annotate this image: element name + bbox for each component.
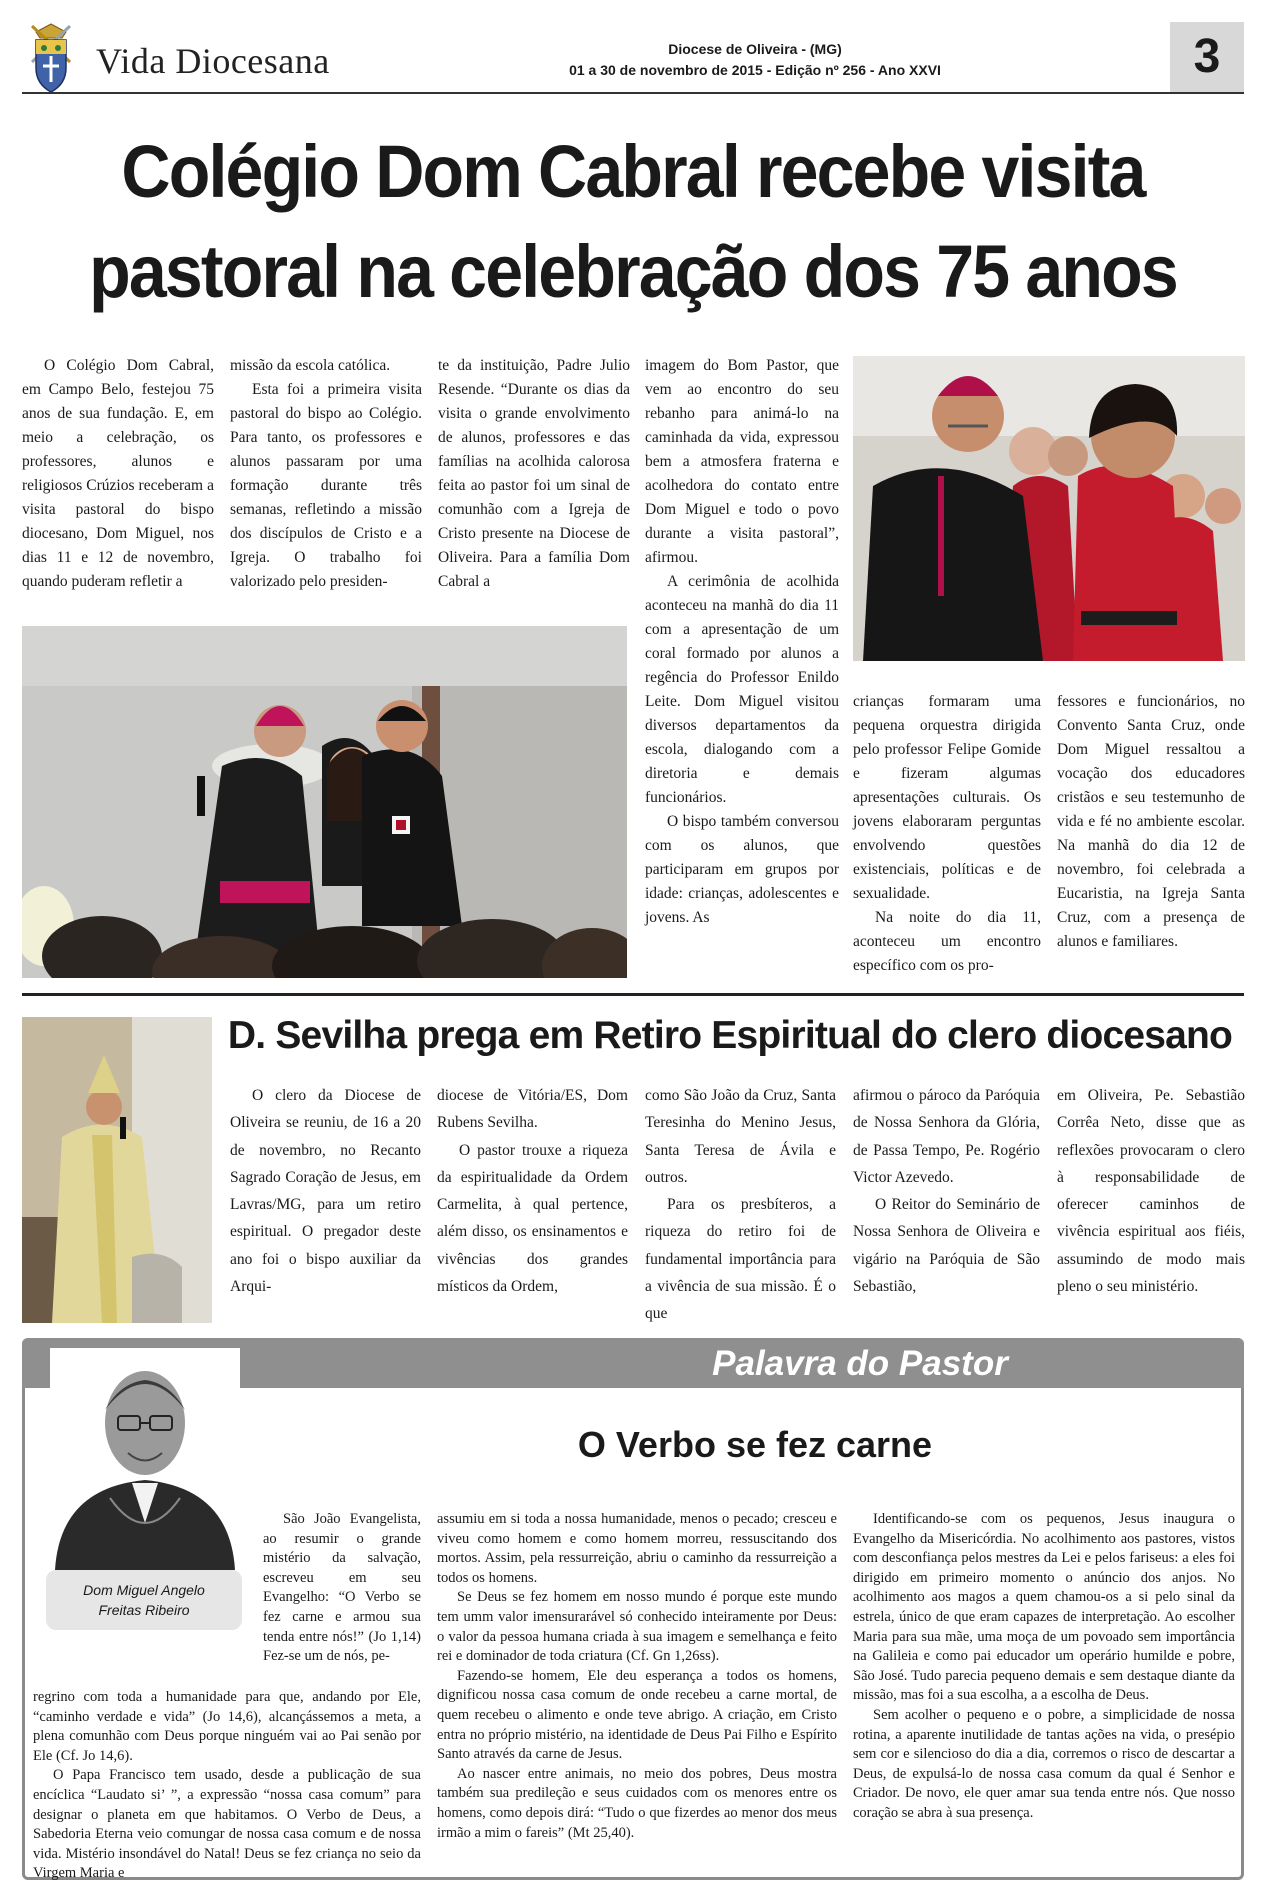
paragraph: O clero da Diocese de Oliveira se reuniu, de 16 a 20 de novembro, no Recanto Sagrado Coração de Jesus, em Lavras/MG, para um retiro espiritual. O pregador deste ano foi o bispo auxiliar da Arqui- (230, 1087, 421, 1296)
paragraph: assumiu em si toda a nossa humanidade, menos o pecado; cresceu e viveu como homem e como homem morreu, ressuscitando dos mortos. Assim, pela ressurreição, abriu o caminho da ressurreição a todos os homens. (437, 1511, 837, 1586)
paragraph: crianças formaram uma pequena orquestra dirigida pelo professor Felipe Gomide e fizeram algumas apresentações culturais. Os jovens elaboraram perguntas envolvendo questões existenciais, políticas e de sexualidade. (853, 693, 1041, 902)
article2-column-3 (645, 1082, 836, 1328)
caption-line1: Dom Miguel Angelo (83, 1582, 205, 1598)
paragraph: Para os presbíteros, a riqueza do retiro foi de fundamental importância para a vivência de sua missão. É o que (645, 1196, 836, 1323)
pastor-title: O Verbo se fez carne (577, 1424, 933, 1465)
pastor-column-1 (33, 1688, 421, 1884)
paragraph: Na noite do dia 11, aconteceu um encontro específico com os pro- (853, 909, 1041, 974)
paragraph: Esta foi a primeira visita pastoral do bispo ao Colégio. Para tanto, os professores e alunos passaram por uma formação durante três semanas, refletindo a missão dos discípulos de Cristo e a Igreja. O trabalho foi valorizado pelo presiden- (230, 381, 422, 590)
header-rule (22, 92, 1244, 94)
article2-headline: D. Sevilha prega em Retiro Espiritual do clero diocesano (227, 1014, 1233, 1057)
paragraph: São João Evangelista, ao resumir o grande mistério da salvação, escreveu em seu Evangelho: “O Verbo se fez carne e armou sua tenda entre nós!” (Jo 1,14) Fez-se um de nós, pe- (263, 1511, 421, 1665)
article1-column-1 (22, 354, 214, 594)
article1-column-5 (853, 690, 1041, 978)
article2-column-1 (230, 1082, 421, 1300)
paragraph: te da instituição, Padre Julio Resende. “Durante os dias da visita o grande envolvimento de alunos, professores e das famílias na acolhida calorosa feita ao pastor foi um sinal de comunhão com a Igreja de Cristo presente na Diocese de Oliveira. Para a família Dom Cabral a (438, 357, 630, 590)
bishop-greeting-photo (22, 626, 627, 978)
paragraph: fessores e funcionários, no Convento Santa Cruz, onde Dom Miguel ressaltou a vocação dos educadores cristãos e seu testemunho de vida e fé no ambiente escolar. Na manhã do dia 12 de novembro, foi celebrada a Eucaristia, na Igreja Santa Cruz, com a presença de alunos e familiares. (1057, 693, 1245, 950)
paragraph: O Colégio Dom Cabral, em Campo Belo, festejou 75 anos de sua fundação. E, em meio a celebração, os professores, alunos e religiosos Crúzios receberam a visita pastoral do bispo diocesano, Dom Miguel, nos dias 11 e 12 de novembro, quando puderam refletir a (22, 357, 214, 590)
paragraph: em Oliveira, Pe. Sebastião Corrêa Neto, disse que as reflexões provocaram o clero à responsabilidade de oferecer caminhos de vivência espiritual aos fiéis, assumindo de modo mais pleno o seu ministério. (1057, 1087, 1245, 1296)
article1-column-4 (645, 354, 839, 930)
bishop-with-students-photo (853, 356, 1245, 661)
newspaper-brand: Vida Diocesana (96, 41, 330, 81)
paragraph: Ao nascer entre animais, no meio dos pobres, Deus mostra também sua predileção e seus cuidados com os menores entre os homens, como depois dirá: “Tudo o que fizerdes ao menor dos meus irmão a mim o fareis” (Mt 25,40). (437, 1765, 837, 1841)
section-divider (22, 993, 1244, 996)
article2-column-2 (437, 1082, 628, 1300)
bishop-preaching-photo (22, 1017, 212, 1323)
section-title: Palavra do Pastor (712, 1344, 1008, 1383)
paragraph: regrino com toda a humanidade para que, andando por Ele, “caminho verdade e vida” (Jo 14,6), alcançássemos a meta, a plena comunhão com Deus porque ninguém vai ao Pai senão por Ele (Cf. Jo 14,6). (33, 1689, 421, 1764)
paragraph: A cerimônia de acolhida aconteceu na manhã do dia 11 com a apresentação de um coral formado por alunos a regência do Professor Enildo Leite. Dom Miguel visitou diversos departamentos da escola, dialogando com a diretoria e demais funcionários. (645, 573, 839, 806)
pastor-column-1-top (263, 1510, 421, 1667)
diocese-coat-of-arms-icon (22, 22, 80, 94)
pastor-column-2 (437, 1510, 837, 1843)
headline-line2: pastoral na celebração dos 75 anos (89, 230, 1177, 313)
header-edition: 01 a 30 de novembro de 2015 - Edição nº 256 - Ano XXVI (569, 62, 941, 78)
page-number: 3 (1170, 22, 1244, 92)
paragraph: Sem acolher o pequeno e o pobre, a simplicidade de nossa rotina, a aparente inutilidade de tantas ações na vida, o presépio sem cor e silencioso do dia a dia, corremos o risco de descartar a Deus, de expulsá-lo de nossa casa comum da qual é Senhor e Criador. De novo, ele quer amar sua tenda entre nós. Que nosso coração se abra à sua presença. (853, 1706, 1235, 1821)
article2-column-5 (1057, 1082, 1245, 1300)
article1-column-6 (1057, 690, 1245, 954)
paragraph: Se Deus se fez homem em nosso mundo é porque este mundo tem umm valor imensurarável só conhecido inteiramente por Deus: o valor da pessoa humana criada à sua imagem e semelhança e feito rei e dominador de toda criatura (Cf. Gn 1,26ss). (437, 1589, 837, 1665)
paragraph: O pastor trouxe a riqueza da espiritualidade da Ordem Carmelita, à qual pertence, além disso, os ensinamentos e vivências dos grandes místicos da Ordem, (437, 1141, 628, 1296)
paragraph: afirmou o pároco da Paróquia de Nossa Senhora da Glória, de Passa Tempo, Pe. Rogério Victor Azevedo. (853, 1087, 1040, 1186)
paragraph: Identificando-se com os pequenos, Jesus inaugura o Evangelho da Misericórdia. No acolhimento aos pastores, vistos com desconfiança pelos mestres da Lei e pelos fariseus: a eles foi dirigido em primeiro momento o anúncio dos anjos. No acolhimento aos magos a quem chamou-os a si pelo sinal da estrela, único de que eram capazes de interpretação. Ao escolher Maria para sua mãe, uma moça de um povoado sem importância na Galileia e como pai educador um operário humilde e pobre, São José. Tudo parecia pequeno demais e sem destaque diante da missão, mas foi a sua escolha, a a escolha de Deus. (853, 1511, 1235, 1704)
paragraph: O Reitor do Seminário de Nossa Senhora de Oliveira e vigário na Paróquia de São Sebastião, (853, 1196, 1040, 1296)
headline-line1: Colégio Dom Cabral recebe visita (121, 130, 1145, 213)
paragraph: diocese de Vitória/ES, Dom Rubens Sevilha. (437, 1087, 628, 1132)
article1-column-2 (230, 354, 422, 594)
pastor-portrait-photo (50, 1348, 240, 1570)
paragraph: imagem do Bom Pastor, que vem ao encontro do seu rebanho para animá-lo na caminhada da vida, expressou bem a atmosfera fraterna e acolhedora do contato entre Dom Miguel e todo o povo durante a visita pastoral”, afirmou. (645, 357, 839, 566)
paragraph: missão da escola católica. (230, 357, 391, 374)
paragraph: Fazendo-se homem, Ele deu esperança a todos os homens, dignificou nossa casa comum de onde recebeu a carne mortal, de quem recebeu o alimento e onde teve abrigo. A criação, em Cristo entra no próprio mistério, na identidade de Deus Pai Filho e Espírito Santo através da carne de Jesus. (437, 1667, 837, 1763)
pastor-column-3 (853, 1510, 1235, 1824)
paragraph: O bispo também conversou com os alunos, que participaram em grupos por idade: crianças, adolescentes e jovens. As (645, 813, 839, 926)
article1-column-3 (438, 354, 630, 594)
paragraph: O Papa Francisco tem usado, desde a publicação de sua encíclica “Laudato si’ ”, a expressão “nossa casa comum” para designar o planeta em que habitamos. O Verbo de Deus, a Sabedoria Eterna veio comungar de nossa casa comum e de nossa vida. Mistério insondável do Natal! Deus se fez criança no seio da Virgem Maria e (33, 1767, 421, 1882)
caption-line2: Freitas Ribeiro (98, 1602, 190, 1618)
article1-headline (87, 122, 1178, 322)
pastor-caption (46, 1570, 242, 1630)
paragraph: como São João da Cruz, Santa Teresinha do Menino Jesus, Santa Teresa de Ávila e outros. (645, 1087, 836, 1186)
article2-column-4 (853, 1082, 1040, 1300)
header-diocese: Diocese de Oliveira - (MG) (668, 41, 842, 57)
